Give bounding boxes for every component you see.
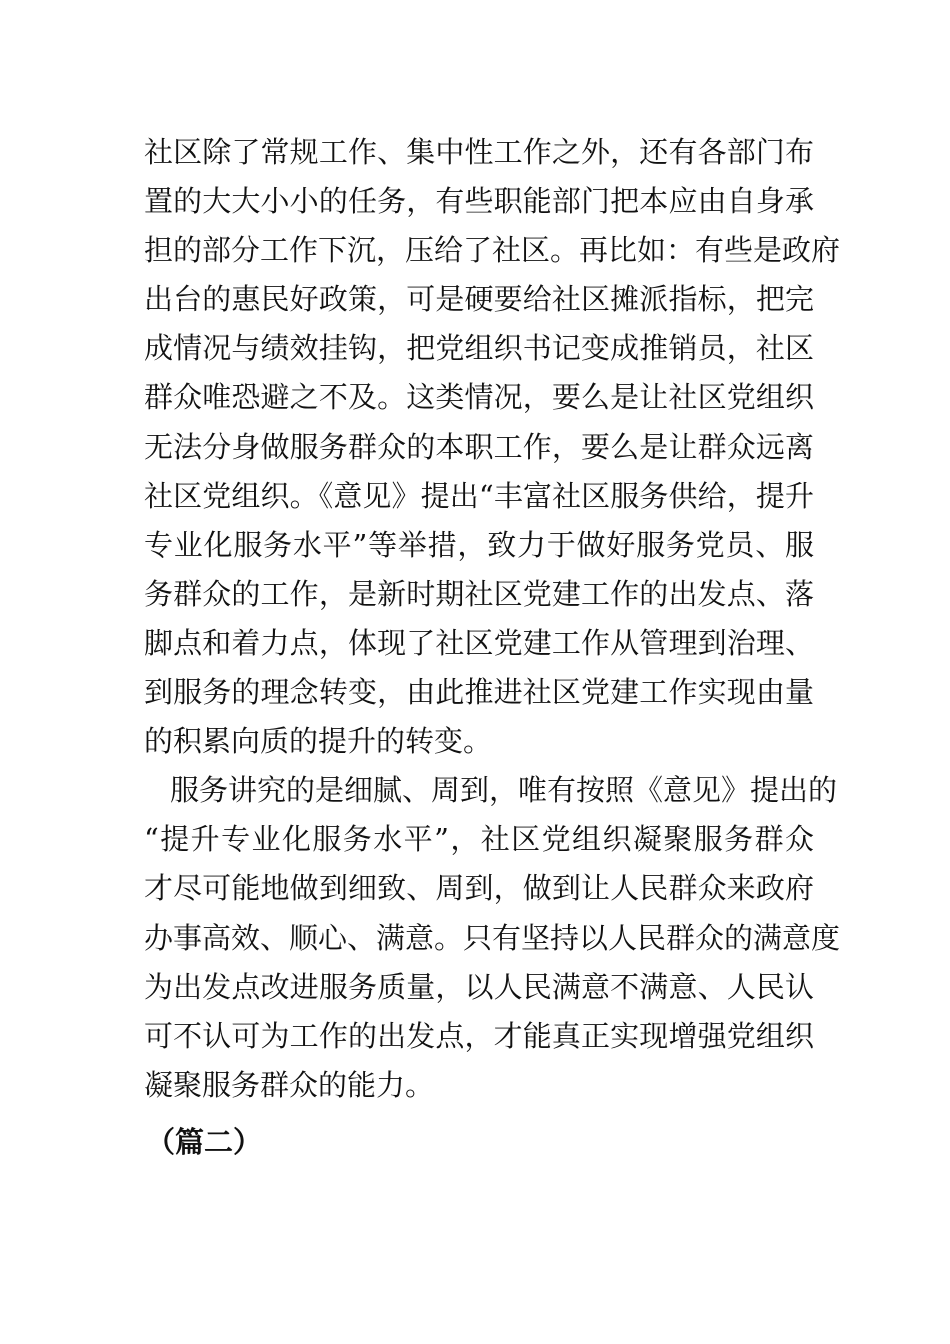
text-line: 为出发点改进服务质量，以人民满意不满意、人民认	[144, 969, 814, 1004]
paragraph-1	[144, 128, 841, 766]
text-line: 社区党组织。《意见》提出“丰富社区服务供给，提升	[144, 478, 814, 513]
text-line: 务群众的工作，是新时期社区党建工作的出发点、落	[144, 576, 814, 611]
paragraph-2	[144, 766, 841, 1110]
text-line: 置的大大小小的任务，有些职能部门把本应由自身承	[144, 184, 814, 219]
text-line: 服务讲究的是细腻、周到，唯有按照《意见》提出的	[170, 773, 838, 808]
text-line: 凝聚服务群众的能力。	[144, 1067, 435, 1102]
text-line: 才尽可能地做到细致、周到，做到让人民群众来政府	[144, 871, 814, 906]
text-line: 群众唯恐避之不及。这类情况，要么是让社区党组织	[144, 380, 814, 415]
text-line: 无法分身做服务群众的本职工作，要么是让群众远离	[144, 429, 814, 464]
text-line: “提升专业化服务水平”，社区党组织凝聚服务群众	[144, 822, 814, 857]
text-line: 出台的惠民好政策，可是硬要给社区摊派指标，把完	[144, 282, 814, 317]
section-heading: （篇二）	[146, 1125, 263, 1159]
text-line: 到服务的理念转变，由此推进社区党建工作实现由量	[144, 675, 814, 710]
text-line: 成情况与绩效挂钩，把党组织书记变成推销员，社区	[144, 331, 814, 366]
text-line: 担的部分工作下沉，压给了社区。再比如：有些是政府	[144, 233, 841, 268]
text-line: 脚点和着力点，体现了社区党建工作从管理到治理、	[144, 625, 814, 660]
text-line: 可不认可为工作的出发点，才能真正实现增强党组织	[144, 1018, 814, 1053]
text-line: 专业化服务水平”等举措，致力于做好服务党员、服	[144, 527, 814, 562]
text-line: 的积累向质的提升的转变。	[144, 724, 493, 759]
body-text	[144, 128, 841, 1110]
text-line: 社区除了常规工作、集中性工作之外，还有各部门布	[144, 135, 814, 169]
text-line: 办事高效、顺心、满意。只有坚持以人民群众的满意度	[144, 920, 841, 955]
